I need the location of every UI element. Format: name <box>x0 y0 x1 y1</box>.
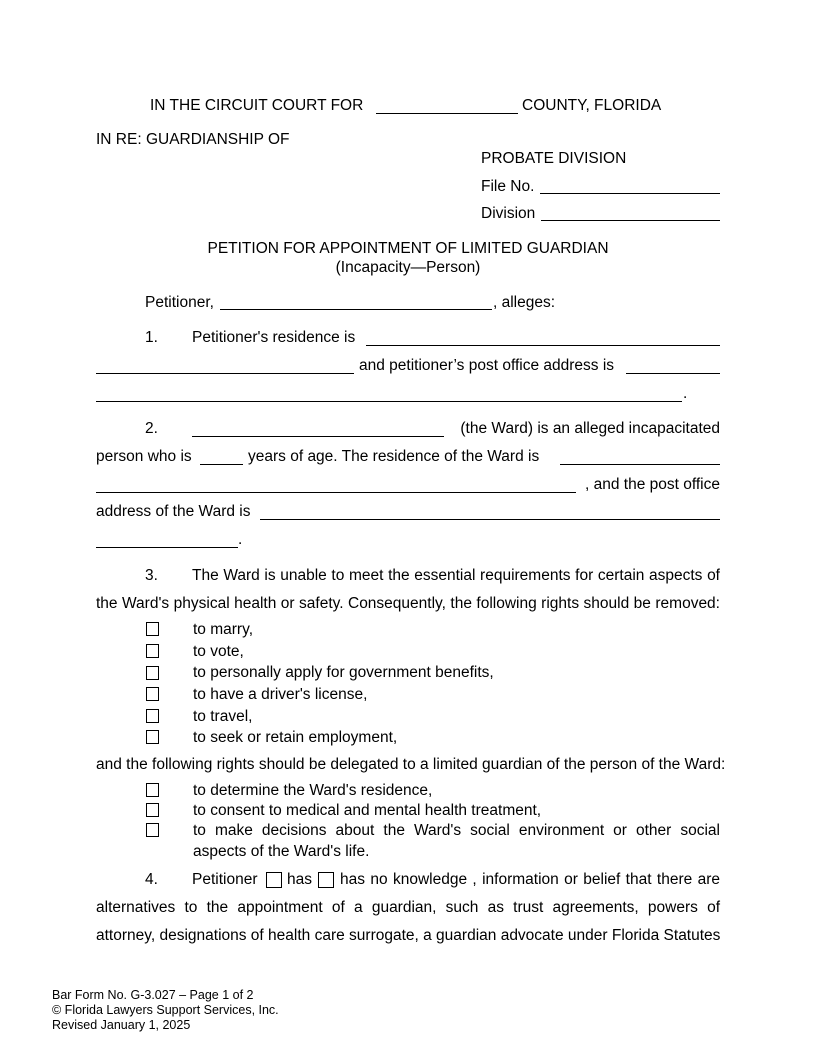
delegated-medical: to consent to medical and mental health treatment, <box>193 802 542 819</box>
delegated-social-2: aspects of the Ward's life. <box>193 843 370 860</box>
residence-blank-1[interactable] <box>366 345 720 346</box>
p3-line-1: The Ward is unable to meet the essential requirements for certain aspects of <box>192 567 720 584</box>
p4-line-2: alternatives to the appointment of a guardian, such as trust agreements, powers of <box>96 899 720 916</box>
checkbox-residence[interactable] <box>146 783 159 797</box>
delegated-residence: to determine the Ward's residence, <box>193 782 433 799</box>
checkbox-employment[interactable] <box>146 730 159 744</box>
probate-division-label: PROBATE DIVISION <box>481 150 627 167</box>
p1-lead: Petitioner's residence is <box>192 329 356 346</box>
p4-has: has <box>287 871 312 888</box>
age-blank[interactable] <box>200 464 243 465</box>
p3-number: 3. <box>145 567 158 584</box>
p2-post-office: , and the post office <box>584 476 720 493</box>
po-address-blank-1[interactable] <box>626 373 720 374</box>
footer-revised: Revised January 1, 2025 <box>52 1018 191 1032</box>
petition-title: PETITION FOR APPOINTMENT OF LIMITED GUARDIAN <box>207 240 609 257</box>
right-marry: to marry, <box>193 621 253 638</box>
ward-address-blank-1[interactable] <box>260 519 720 520</box>
po-address-blank-2[interactable] <box>96 401 682 402</box>
p4-number: 4. <box>145 871 158 888</box>
checkbox-drivers-license[interactable] <box>146 687 159 701</box>
checkbox-marry[interactable] <box>146 622 159 636</box>
p2-residence-lead: years of age. The residence of the Ward is <box>248 448 540 465</box>
p2-end: . <box>238 531 243 548</box>
delegated-social-1: to make decisions about the Ward's social environment or other social <box>193 822 720 839</box>
right-benefits: to personally apply for government benefits, <box>193 664 494 681</box>
right-employment: to seek or retain employment, <box>193 729 398 746</box>
p1-mid: and petitioner’s post office address is <box>359 357 615 374</box>
ward-residence-blank-2[interactable] <box>96 492 576 493</box>
p2-ward-text: (the Ward) is an alleged incapacitated <box>460 420 720 437</box>
footer-form-no: Bar Form No. G-3.027 – Page 1 of 2 <box>52 988 254 1002</box>
p3-line-2: the Ward's physical health or safety. Consequently, the following rights should be removed: <box>96 595 720 612</box>
checkbox-has[interactable] <box>266 872 282 888</box>
footer-copyright: © Florida Lawyers Support Services, Inc. <box>52 1003 279 1017</box>
file-no-label: File No. <box>481 178 535 195</box>
p2-address-lead: address of the Ward is <box>96 503 251 520</box>
p1-number: 1. <box>145 329 158 346</box>
ward-residence-blank-1[interactable] <box>560 464 720 465</box>
division-label: Division <box>481 205 536 222</box>
file-no-blank[interactable] <box>540 193 720 194</box>
division-blank[interactable] <box>541 220 720 221</box>
right-travel: to travel, <box>193 708 253 725</box>
right-vote: to vote, <box>193 643 244 660</box>
in-re-label: IN RE: GUARDIANSHIP OF <box>96 131 290 148</box>
p4-has-no: has no knowledge , information or belief that there are <box>340 871 720 888</box>
p2-age-lead: person who is <box>96 448 192 465</box>
checkbox-has-no[interactable] <box>318 872 334 888</box>
checkbox-social[interactable] <box>146 823 159 837</box>
petition-subtitle: (Incapacity—Person) <box>335 259 481 276</box>
ward-name-blank[interactable] <box>192 436 444 437</box>
petitioner-label: Petitioner, <box>145 294 214 311</box>
county-blank[interactable] <box>376 113 518 114</box>
checkbox-medical[interactable] <box>146 803 159 817</box>
checkbox-benefits[interactable] <box>146 666 159 680</box>
petitioner-name-blank[interactable] <box>220 309 492 310</box>
residence-blank-2[interactable] <box>96 373 354 374</box>
p4-line-3: attorney, designations of health care surrogate, a guardian advocate under Florida Statutes <box>96 927 721 944</box>
ward-address-blank-2[interactable] <box>96 547 238 548</box>
p4-petitioner: Petitioner <box>192 871 258 888</box>
checkbox-vote[interactable] <box>146 644 159 658</box>
right-drivers-license: to have a driver's license, <box>193 686 368 703</box>
delegated-lead: and the following rights should be delegated to a limited guardian of the person of the Ward: <box>96 756 726 773</box>
p1-end: . <box>683 385 688 402</box>
court-prefix: IN THE CIRCUIT COURT FOR <box>150 97 364 114</box>
court-suffix: COUNTY, FLORIDA <box>522 97 662 114</box>
alleges-label: , alleges: <box>493 294 556 311</box>
checkbox-travel[interactable] <box>146 709 159 723</box>
p2-number: 2. <box>145 420 158 437</box>
